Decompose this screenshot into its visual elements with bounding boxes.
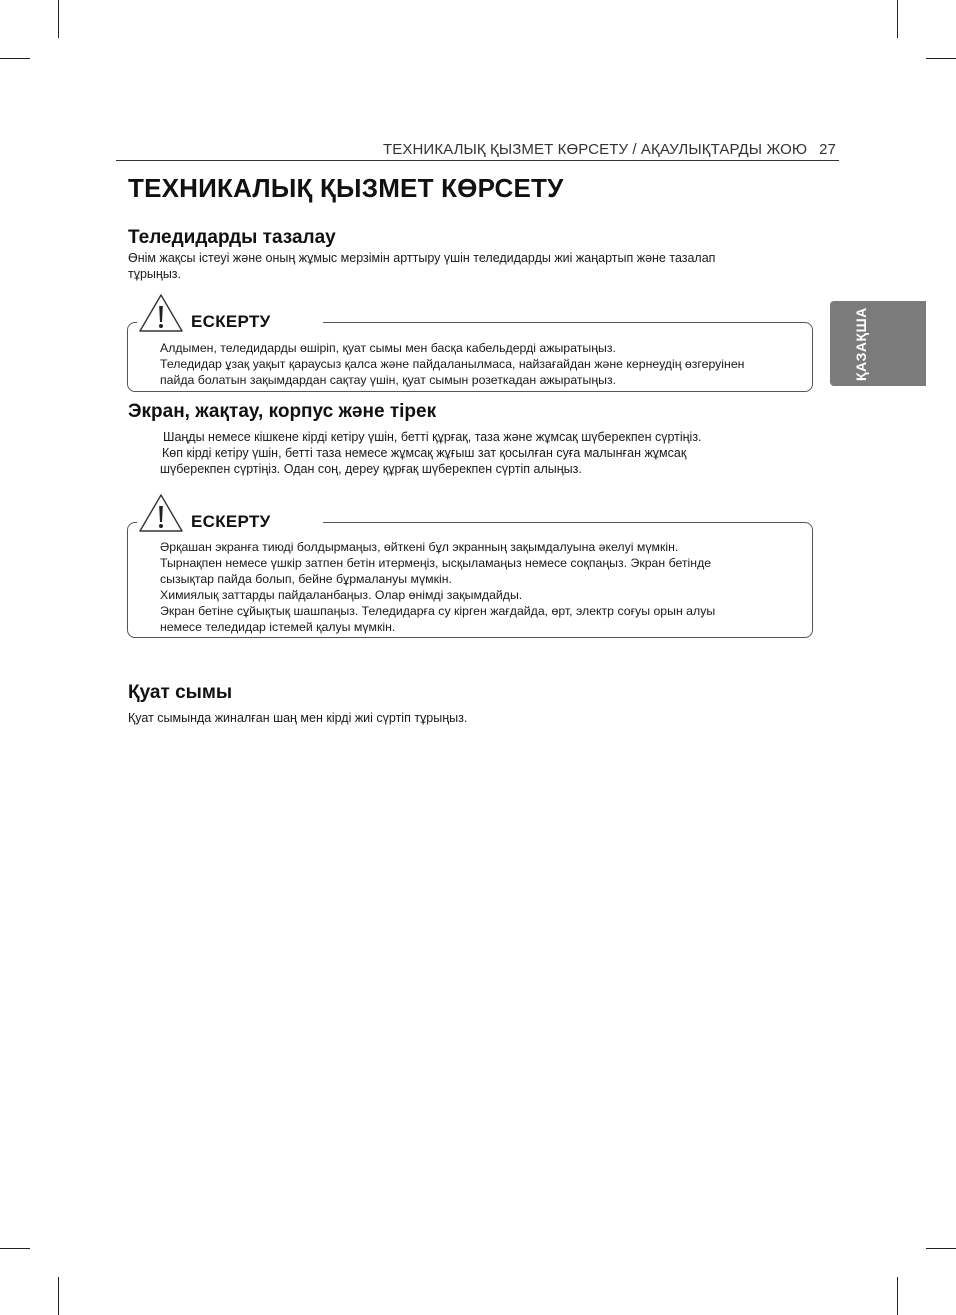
text-line: шүберекпен сүртіңіз. Одан соң, дереу құрғақ шүберекпен сүртіп алыңыз. [160,462,582,476]
caution-label: ЕСКЕРТУ [191,312,271,331]
crop-mark [0,58,30,59]
warning-triangle-icon [137,292,185,334]
crop-mark [0,1248,30,1249]
screen-text [160,429,800,477]
crop-mark [58,0,59,38]
language-tab-label: ҚАЗАҚША [853,307,869,381]
text-line: Шаңды немесе кішкене кірді кетіру үшін, бетті құрғақ, таза және жұмсақ шүберекпен сүртіңіз. [163,430,702,444]
caution-line: Әрқашан экранға тиюді болдырмаңыз, өйткені бұл экранның зақымдалуына әкелуі мүмкін. [160,540,679,554]
text-line: Өнім жақсы істеуі және оның жұмыс мерзімін арттыру үшін теледидарды жиі жаңартып және тазалап [128,251,716,265]
warning-triangle-icon [137,492,185,534]
tv-cleaning-text [128,250,818,282]
caution-header [137,490,323,534]
section-title-power-cord: Қуат сымы [128,682,233,703]
header-rule [116,160,839,161]
running-header [383,141,836,158]
caution-line: Экран бетіне сұйықтық шашпаңыз. Теледидарға су кірген жағдайда, өрт, электр соғуы орын алуы [160,604,716,618]
running-header-title: ТЕХНИКАЛЫҚ ҚЫЗМЕТ КӨРСЕТУ / АҚАУЛЫҚТАРДЫ ЖОЮ [383,141,808,158]
page-number: 27 [819,141,836,158]
crop-mark [926,58,956,59]
text-line: тұрыңыз. [128,267,182,281]
section-title-tv-cleaning: Теледидарды тазалау [128,227,336,248]
caution-header [137,290,323,334]
crop-mark [58,1277,59,1315]
caution-line: немесе теледидар істемей қалуы мүмкін. [160,620,396,634]
caution-line: пайда болатын зақымдардан сақтау үшін, қуат сымын розеткадан ажыратыңыз. [160,373,617,387]
caution-box [127,522,813,638]
crop-mark [897,1277,898,1315]
crop-mark [897,0,898,38]
page-title: ТЕХНИКАЛЫҚ ҚЫЗМЕТ КӨРСЕТУ [128,173,564,203]
language-tab [830,301,926,386]
caution-line: Химиялық заттарды пайдаланбаңыз. Олар өнімді зақымдайды. [160,588,523,602]
text-line: Көп кірді кетіру үшін, бетті таза немесе жұмсақ жұғыш зат қосылған суға малынған жұмсақ [162,446,687,460]
caution-line: сызықтар пайда болып, бейне бұрмалануы мүмкін. [160,572,452,586]
caution-label: ЕСКЕРТУ [191,512,271,531]
caution-line: Тырнақпен немесе үшкір затпен бетін итермеңіз, ысқыламаңыз немесе соқпаңыз. Экран бетінде [160,556,712,570]
caution-line: Алдымен, теледидарды өшіріп, қуат сымы мен басқа кабельдерді ажыратыңыз. [160,341,616,355]
caution-line: Теледидар ұзақ уақыт қараусыз қалса және пайдаланылмаса, найзағайдан және кернеудің өзгеруінен [160,357,745,371]
power-cord-text: Қуат сымында жиналған шаң мен кірді жиі сүртіп тұрыңыз. [128,711,468,725]
crop-mark [926,1248,956,1249]
section-title-screen: Экран, жақтау, корпус және тірек [128,401,437,422]
